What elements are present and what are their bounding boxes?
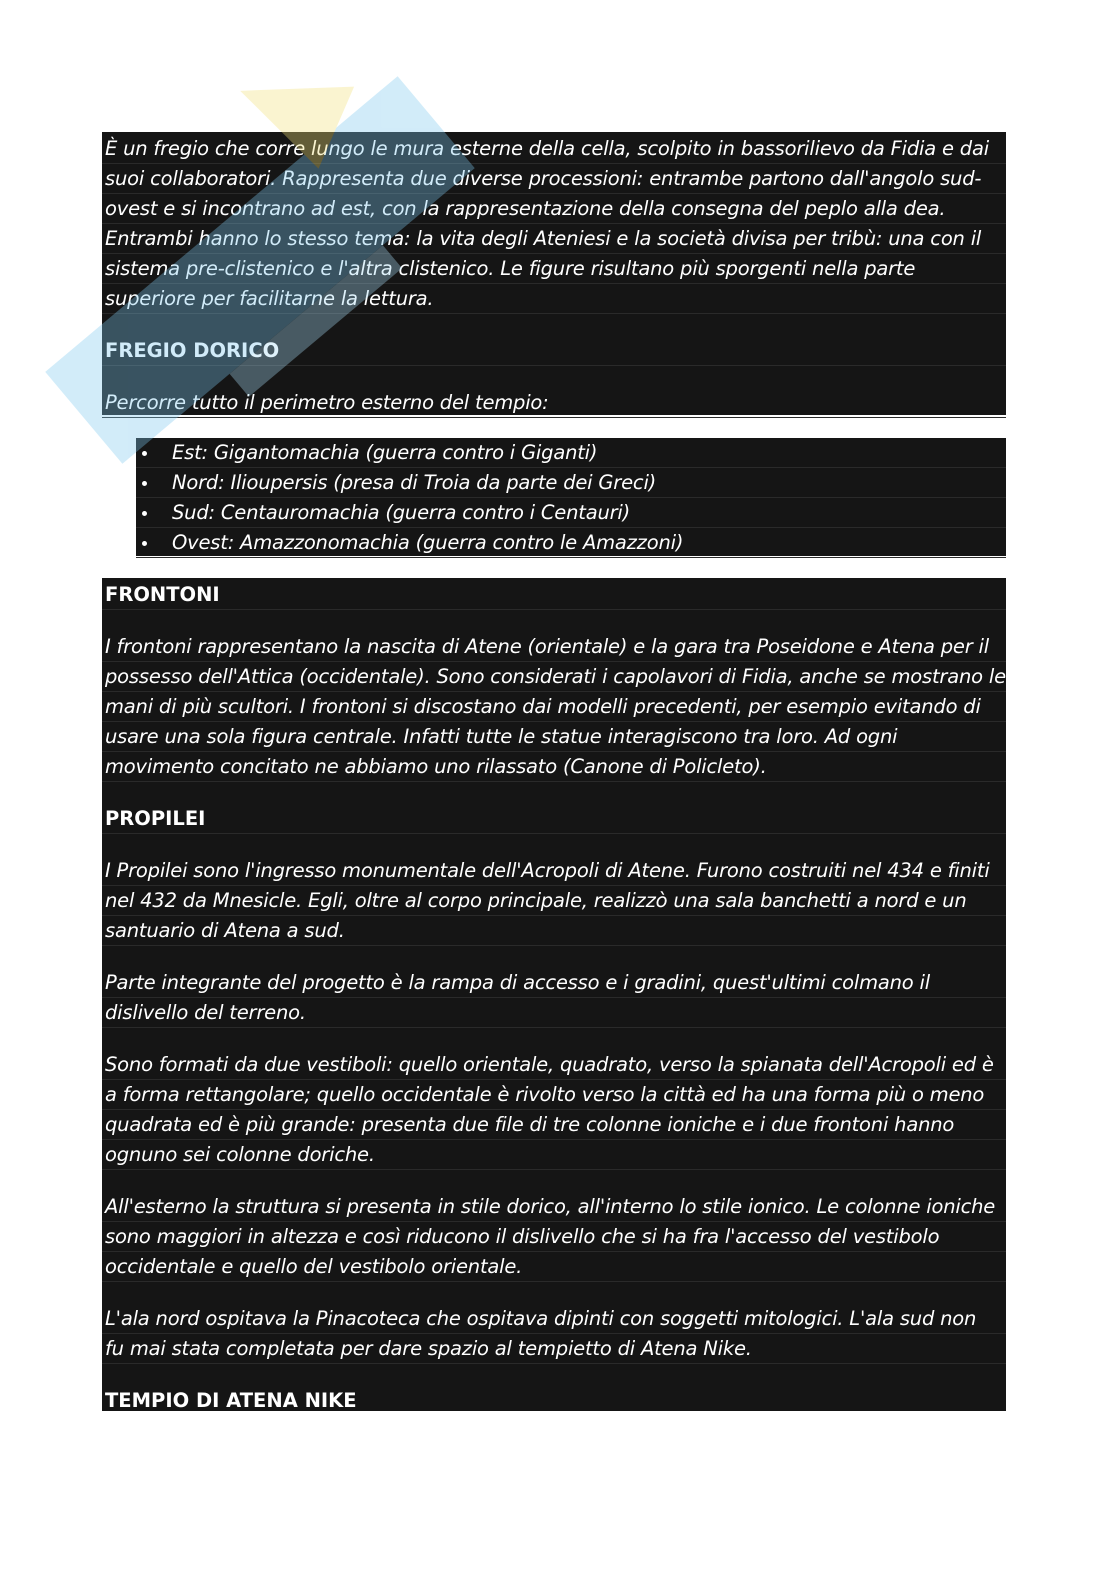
paragraph-line: sono maggiori in altezza e così riducono il dislivello che si ha fra l'accesso del vestibolo bbox=[102, 1222, 1006, 1252]
paragraph-line: ovest e si incontrano ad est, con la rappresentazione della consegna del peplo alla dea. bbox=[102, 194, 1006, 224]
paragraph-line: a forma rettangolare; quello occidentale è rivolto verso la città ed ha una forma più o meno bbox=[102, 1080, 1006, 1110]
paragraph-line: Sono formati da due vestiboli: quello orientale, quadrato, verso la spianata dell'Acropoli ed è bbox=[102, 1050, 1006, 1080]
fregio-ionico-section bbox=[102, 132, 1006, 415]
list-item-text: Sud: Centauromachia (guerra contro i Centauri) bbox=[172, 501, 631, 524]
paragraph-line: occidentale e quello del vestibolo orientale. bbox=[102, 1252, 1006, 1282]
paragraph-line: nel 432 da Mnesicle. Egli, oltre al corpo principale, realizzò una sala banchetti a nord e un bbox=[102, 886, 1006, 916]
section-heading-tempio-atena-nike: TEMPIO DI ATENA NIKE bbox=[105, 1389, 357, 1412]
paragraph-line: Parte integrante del progetto è la rampa di accesso e i gradini, quest'ultimi colmano il bbox=[102, 968, 1006, 998]
bullet-icon bbox=[142, 511, 147, 516]
paragraph-line: sistema pre-clistenico e l'altra clistenico. Le figure risultano più sporgenti nella parte bbox=[102, 254, 1006, 284]
section-heading-fregio-dorico: FREGIO DORICO bbox=[102, 336, 1006, 366]
section-heading-propilei: PROPILEI bbox=[102, 804, 1006, 834]
paragraph-line: È un fregio che corre lungo le mura esterne della cella, scolpito in bassorilievo da Fidia e dai bbox=[102, 134, 1006, 164]
paragraph-line: usare una sola figura centrale. Infatti tutte le statue interagiscono tra loro. Ad ogni bbox=[102, 722, 1006, 752]
paragraph-line: ognuno sei colonne doriche. bbox=[102, 1140, 1006, 1170]
list-item-text: Nord: Ilioupersis (presa di Troia da parte dei Greci) bbox=[172, 471, 657, 494]
list-item-text: Est: Gigantomachia (guerra contro i Giganti) bbox=[172, 441, 598, 464]
paragraph-line: suoi collaboratori. Rappresenta due diverse processioni: entrambe partono dall'angolo sud- bbox=[102, 164, 1006, 194]
list-item bbox=[136, 498, 1006, 528]
paragraph-line: santuario di Atena a sud. bbox=[102, 916, 1006, 946]
list-item bbox=[136, 528, 1006, 558]
paragraph-line: quadrata ed è più grande: presenta due file di tre colonne ioniche e i due frontoni hanno bbox=[102, 1110, 1006, 1140]
paragraph-line: All'esterno la struttura si presenta in stile dorico, all'interno lo stile ionico. Le colonne ioniche bbox=[102, 1192, 1006, 1222]
paragraph-line: Percorre tutto il perimetro esterno del tempio: bbox=[102, 388, 1006, 418]
bullet-icon bbox=[142, 541, 147, 546]
paragraph-line: L'ala nord ospitava la Pinacoteca che ospitava dipinti con soggetti mitologici. L'ala sud non bbox=[102, 1304, 1006, 1334]
paragraph-line: mani di più scultori. I frontoni si discostano dai modelli precedenti, per esempio evitando di bbox=[102, 692, 1006, 722]
bullet-icon bbox=[142, 451, 147, 456]
frontoni-propilei-section bbox=[102, 578, 1006, 1411]
paragraph-line: I Propilei sono l'ingresso monumentale dell'Acropoli di Atene. Furono costruiti nel 434 e finiti bbox=[102, 856, 1006, 886]
list-item bbox=[136, 468, 1006, 498]
paragraph-line: I frontoni rappresentano la nascita di Atene (orientale) e la gara tra Poseidone e Atena per il bbox=[102, 632, 1006, 662]
section-heading-frontoni: FRONTONI bbox=[102, 580, 1006, 610]
paragraph-line: Entrambi hanno lo stesso tema: la vita degli Ateniesi e la società divisa per tribù: una con il bbox=[102, 224, 1006, 254]
list-item-text: Ovest: Amazzonomachia (guerra contro le Amazzoni) bbox=[172, 531, 684, 554]
list-item bbox=[136, 438, 1006, 468]
fregio-dorico-list bbox=[136, 438, 1006, 556]
paragraph-line: dislivello del terreno. bbox=[102, 998, 1006, 1028]
paragraph-line: superiore per facilitarne la lettura. bbox=[102, 284, 1006, 314]
paragraph-line: possesso dell'Attica (occidentale). Sono considerati i capolavori di Fidia, anche se mostrano le bbox=[102, 662, 1006, 692]
paragraph-line: fu mai stata completata per dare spazio al tempietto di Atena Nike. bbox=[102, 1334, 1006, 1364]
paragraph-line: movimento concitato ne abbiamo uno rilassato (Canone di Policleto). bbox=[102, 752, 1006, 782]
bullet-icon bbox=[142, 481, 147, 486]
